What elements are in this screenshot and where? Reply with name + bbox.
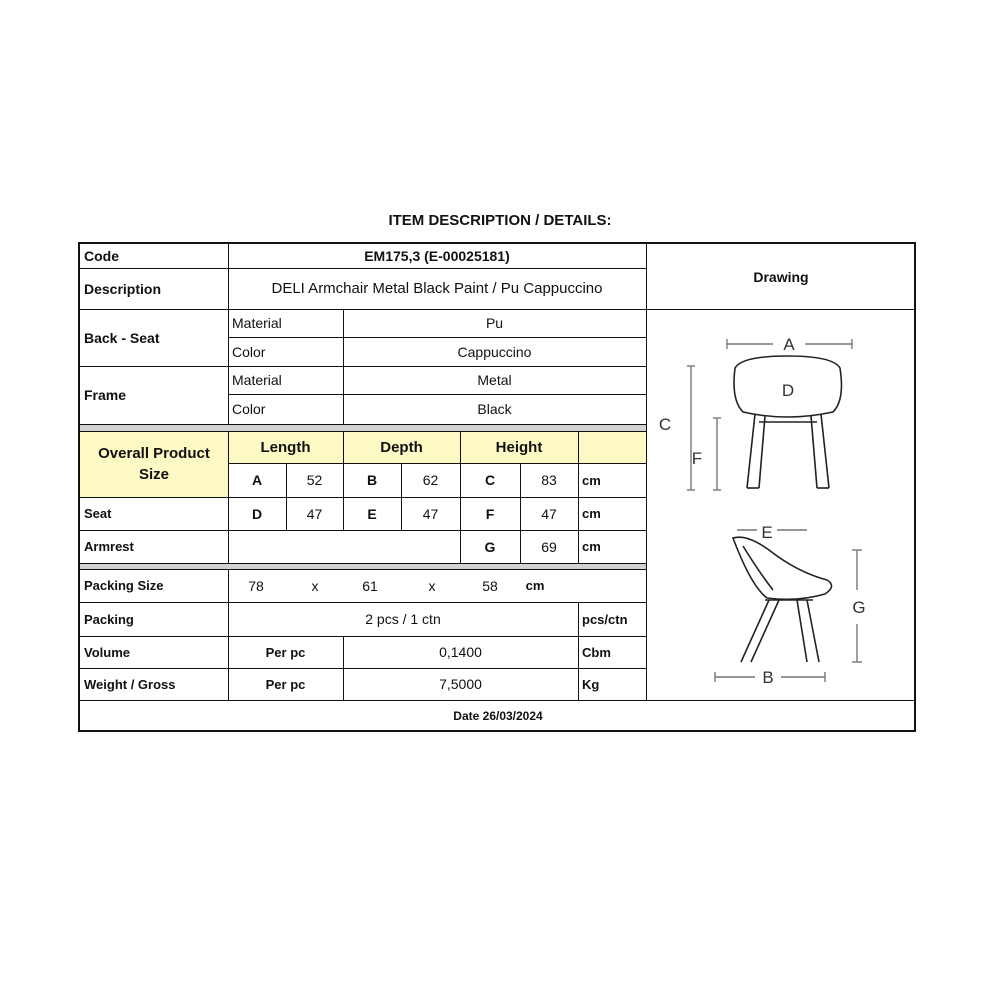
- packing-size-label: Packing Size: [84, 578, 164, 593]
- dim-c-label: C: [484, 472, 496, 488]
- dim-b-value: 62: [422, 472, 439, 488]
- dim-e-label: E: [367, 505, 377, 522]
- weight-per: Per pc: [265, 676, 306, 692]
- dim-f-value: 47: [541, 505, 557, 522]
- packing-size-x2: x: [428, 577, 436, 594]
- packing-size-unit: cm: [525, 578, 545, 593]
- code-label: Code: [84, 248, 119, 264]
- packing-unit: pcs/ctn: [582, 611, 628, 627]
- drawing-letter-a: A: [783, 335, 795, 354]
- overall-size-label: [80, 431, 228, 497]
- seat-label: Seat: [84, 506, 112, 521]
- drawing-letter-c: C: [658, 415, 672, 434]
- chair-drawing: [647, 310, 915, 699]
- drawing-label: Drawing: [753, 268, 809, 285]
- frame-color: Black: [477, 401, 512, 417]
- packing-size-height: 58: [482, 577, 498, 594]
- drawing-letter-f: F: [691, 449, 703, 468]
- packing-label: Packing: [84, 611, 134, 627]
- dim-g-value: 69: [541, 538, 557, 555]
- length-header: Length: [260, 438, 311, 456]
- frame-label: Frame: [84, 387, 127, 403]
- armrest-label: Armrest: [84, 539, 134, 554]
- overall-size-label-line1: Overall Product: [98, 445, 210, 462]
- back-seat-material: Pu: [485, 315, 504, 331]
- back-seat-material-label: Material: [232, 315, 282, 331]
- document-title: ITEM DESCRIPTION / DETAILS:: [388, 212, 612, 229]
- separator-band-1: [80, 424, 646, 431]
- back-seat-color: Cappuccino: [457, 343, 532, 360]
- dim-d-value: 47: [306, 505, 323, 522]
- dim-a-label: A: [251, 472, 263, 488]
- description-label: Description: [84, 280, 162, 297]
- height-header: Height: [495, 438, 543, 456]
- depth-header: Depth: [380, 438, 423, 456]
- description-value: DELI Armchair Metal Black Paint / Pu Cappuccino: [271, 280, 603, 297]
- date: Date 26/03/2024: [453, 709, 543, 723]
- overall-size-label-line2: Size: [138, 466, 169, 483]
- volume-value: 0,1400: [439, 644, 482, 660]
- dim-g-label: G: [484, 538, 496, 555]
- armrest-unit: cm: [582, 539, 601, 554]
- weight-value: 7,5000: [439, 676, 482, 692]
- volume-label: Volume: [84, 644, 130, 660]
- packing-size-width: 61: [362, 577, 378, 594]
- dim-c-value: 83: [541, 472, 557, 488]
- packing-size-x1: x: [311, 577, 319, 594]
- back-seat-color-label: Color: [232, 343, 266, 360]
- frame-material-label: Material: [232, 372, 282, 388]
- dim-a-value: 52: [306, 472, 323, 488]
- overall-unit: cm: [582, 472, 601, 488]
- dim-b-label: B: [366, 472, 378, 488]
- seat-unit: cm: [582, 506, 601, 521]
- frame-material: Metal: [477, 372, 512, 388]
- drawing-letter-b: B: [762, 668, 774, 687]
- drawing-letter-g: G: [852, 598, 866, 617]
- code-value: EM175,3 (E-00025181): [364, 248, 510, 264]
- volume-unit: Cbm: [582, 644, 611, 660]
- dim-e-value: 47: [422, 505, 439, 522]
- weight-unit: Kg: [582, 676, 600, 692]
- drawing-letter-e: E: [761, 523, 773, 542]
- back-seat-label: Back - Seat: [84, 329, 160, 346]
- spec-sheet: [78, 242, 916, 732]
- dim-d-label: D: [251, 505, 263, 522]
- dim-f-label: F: [485, 505, 495, 522]
- frame-color-label: Color: [232, 401, 266, 417]
- packing-value: 2 pcs / 1 ctn: [365, 611, 441, 627]
- packing-size-length: 78: [248, 577, 264, 594]
- weight-label: Weight / Gross: [84, 676, 176, 692]
- volume-per: Per pc: [265, 644, 306, 660]
- drawing-letter-d: D: [781, 381, 795, 400]
